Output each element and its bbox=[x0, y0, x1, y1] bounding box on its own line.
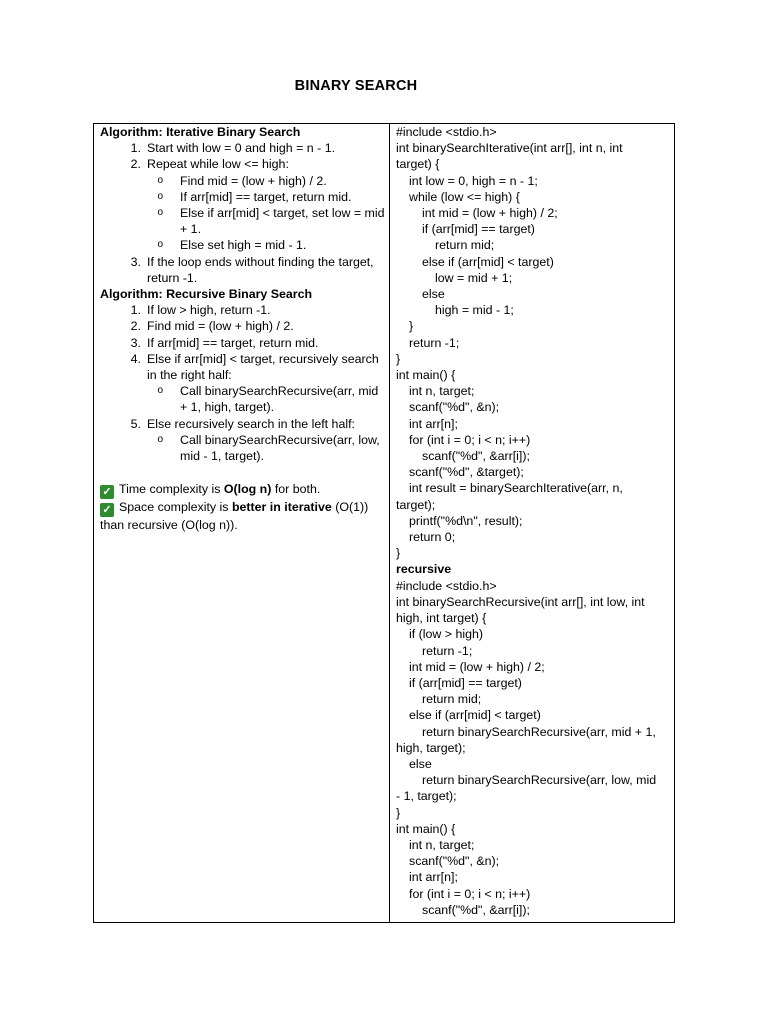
rec-step-5 bbox=[100, 416, 386, 432]
code-line: scanf("%d", &arr[i]); bbox=[422, 902, 530, 917]
code-line: scanf("%d", &n); bbox=[409, 854, 500, 869]
rec-step-4 bbox=[100, 351, 386, 383]
code-line: scanf("%d", &n); bbox=[409, 400, 500, 415]
code-line: } bbox=[396, 805, 401, 820]
substep-text: Call binarySearchRecursive(arr, mid + 1, high, target). bbox=[180, 384, 379, 415]
code-line: int n, target; bbox=[409, 837, 475, 852]
content-table bbox=[93, 123, 675, 923]
step-number: 2. bbox=[130, 157, 141, 172]
iter-step-3 bbox=[100, 254, 386, 286]
substep-text: Call binarySearchRecursive(arr, low, mid - 1, target). bbox=[180, 432, 380, 464]
code-line: return mid; bbox=[435, 238, 495, 253]
rec-step-2 bbox=[100, 318, 386, 334]
step-text: Else if arr[mid] < target, recursively search in the right half: bbox=[147, 351, 379, 383]
code-line: scanf("%d", &target); bbox=[409, 465, 524, 480]
code-line: return -1; bbox=[422, 643, 473, 658]
step-text: Else recursively search in the left half: bbox=[147, 416, 355, 431]
rec-substep-left bbox=[100, 432, 386, 464]
check-icon: ✓ bbox=[100, 485, 114, 499]
iterative-heading: Algorithm: Iterative Binary Search bbox=[100, 125, 301, 139]
page-title: BINARY SEARCH bbox=[294, 78, 418, 94]
code-line: return -1; bbox=[409, 335, 460, 350]
rec-step-3 bbox=[100, 335, 386, 351]
code-line: return binarySearchRecursive(arr, mid + 1, bbox=[422, 724, 656, 739]
code-column bbox=[396, 124, 672, 918]
code-line: } bbox=[409, 319, 414, 334]
code-line: int binarySearchIterative(int arr[], int n, int bbox=[396, 141, 623, 156]
code-line: scanf("%d", &arr[i]); bbox=[422, 449, 530, 464]
code-line: high, target); bbox=[396, 740, 466, 755]
code-line: } bbox=[396, 546, 401, 561]
check-icon: ✓ bbox=[100, 503, 114, 517]
code-line: int mid = (low + high) / 2; bbox=[409, 659, 545, 674]
code-line: int main() { bbox=[396, 368, 456, 383]
code-line: if (low > high) bbox=[409, 627, 484, 642]
code-line: target) { bbox=[396, 157, 440, 172]
code-line: int mid = (low + high) / 2; bbox=[422, 206, 558, 221]
code-line: high, int target) { bbox=[396, 611, 487, 626]
code-line: #include <stdio.h> bbox=[396, 125, 497, 139]
code-line: return binarySearchRecursive(arr, low, mid bbox=[422, 773, 657, 788]
step-number: 3. bbox=[130, 335, 141, 350]
code-line: low = mid + 1; bbox=[435, 270, 513, 285]
iter-substep-4 bbox=[100, 237, 386, 253]
algorithm-column bbox=[100, 124, 386, 533]
recursive-label: recursive bbox=[396, 562, 452, 577]
iter-substep-3 bbox=[100, 205, 386, 237]
rec-step-1 bbox=[100, 302, 386, 318]
step-number: 4. bbox=[130, 351, 141, 366]
code-line: int arr[n]; bbox=[409, 416, 458, 431]
code-line: int arr[n]; bbox=[409, 870, 458, 885]
bullet-icon: o bbox=[157, 433, 163, 445]
rec-substep-right bbox=[100, 383, 386, 415]
code-line: if (arr[mid] == target) bbox=[422, 222, 535, 237]
step-text: If low > high, return -1. bbox=[147, 303, 271, 318]
step-number: 2. bbox=[130, 319, 141, 334]
iter-step-2 bbox=[100, 156, 386, 172]
code-line: else bbox=[409, 756, 432, 771]
time-complexity-note: ✓ Time complexity is O(log n) for both. bbox=[100, 481, 386, 499]
step-text: If the loop ends without finding the target, return -1. bbox=[147, 254, 374, 285]
step-number: 1. bbox=[130, 303, 141, 318]
code-line: int result = binarySearchIterative(arr, n, bbox=[409, 481, 623, 496]
code-line: int binarySearchRecursive(int arr[], int low, int bbox=[396, 594, 645, 609]
substep-text: If arr[mid] == target, return mid. bbox=[180, 189, 352, 204]
step-text: If arr[mid] == target, return mid. bbox=[147, 335, 319, 350]
code-line: while (low <= high) { bbox=[409, 189, 520, 204]
code-line: - 1, target); bbox=[396, 789, 457, 804]
substep-text: Else if arr[mid] < target, set low = mid + 1. bbox=[180, 206, 385, 237]
code-line: for (int i = 0; i < n; i++) bbox=[409, 886, 531, 901]
bullet-icon: o bbox=[157, 174, 163, 186]
step-text: Find mid = (low + high) / 2. bbox=[147, 319, 294, 334]
code-line: return mid; bbox=[422, 692, 482, 707]
code-line: high = mid - 1; bbox=[435, 303, 514, 318]
code-line: else if (arr[mid] < target) bbox=[409, 708, 541, 723]
substep-text: Else set high = mid - 1. bbox=[180, 238, 307, 253]
code-line: else if (arr[mid] < target) bbox=[422, 254, 554, 269]
step-number: 1. bbox=[130, 141, 141, 156]
code-line: int low = 0, high = n - 1; bbox=[409, 173, 538, 188]
column-divider bbox=[389, 124, 390, 922]
bullet-icon: o bbox=[157, 190, 163, 202]
iter-substep-1 bbox=[100, 173, 386, 189]
code-line: printf("%d\n", result); bbox=[409, 513, 523, 528]
space-complexity-note: ✓ Space complexity is better in iterative (O(1)) than recursive (O(log n)). bbox=[100, 500, 369, 533]
code-line: #include <stdio.h> bbox=[396, 578, 497, 593]
code-line: int n, target; bbox=[409, 384, 475, 399]
step-text: Repeat while low <= high: bbox=[147, 157, 289, 172]
iter-step-1 bbox=[100, 140, 386, 156]
substep-text: Find mid = (low + high) / 2. bbox=[180, 173, 327, 188]
code-line: return 0; bbox=[409, 530, 456, 545]
step-number: 5. bbox=[130, 416, 141, 431]
code-line: else bbox=[422, 287, 445, 302]
step-number: 3. bbox=[130, 254, 141, 269]
recursive-heading: Algorithm: Recursive Binary Search bbox=[100, 287, 313, 302]
code-line: for (int i = 0; i < n; i++) bbox=[409, 432, 531, 447]
bullet-icon: o bbox=[157, 239, 163, 251]
code-line: } bbox=[396, 351, 401, 366]
iter-substep-2 bbox=[100, 189, 386, 205]
step-text: Start with low = 0 and high = n - 1. bbox=[147, 141, 336, 156]
code-line: int main() { bbox=[396, 821, 456, 836]
bullet-icon: o bbox=[157, 385, 163, 397]
code-line: target); bbox=[396, 497, 436, 512]
bullet-icon: o bbox=[157, 207, 163, 219]
code-line: if (arr[mid] == target) bbox=[409, 675, 522, 690]
